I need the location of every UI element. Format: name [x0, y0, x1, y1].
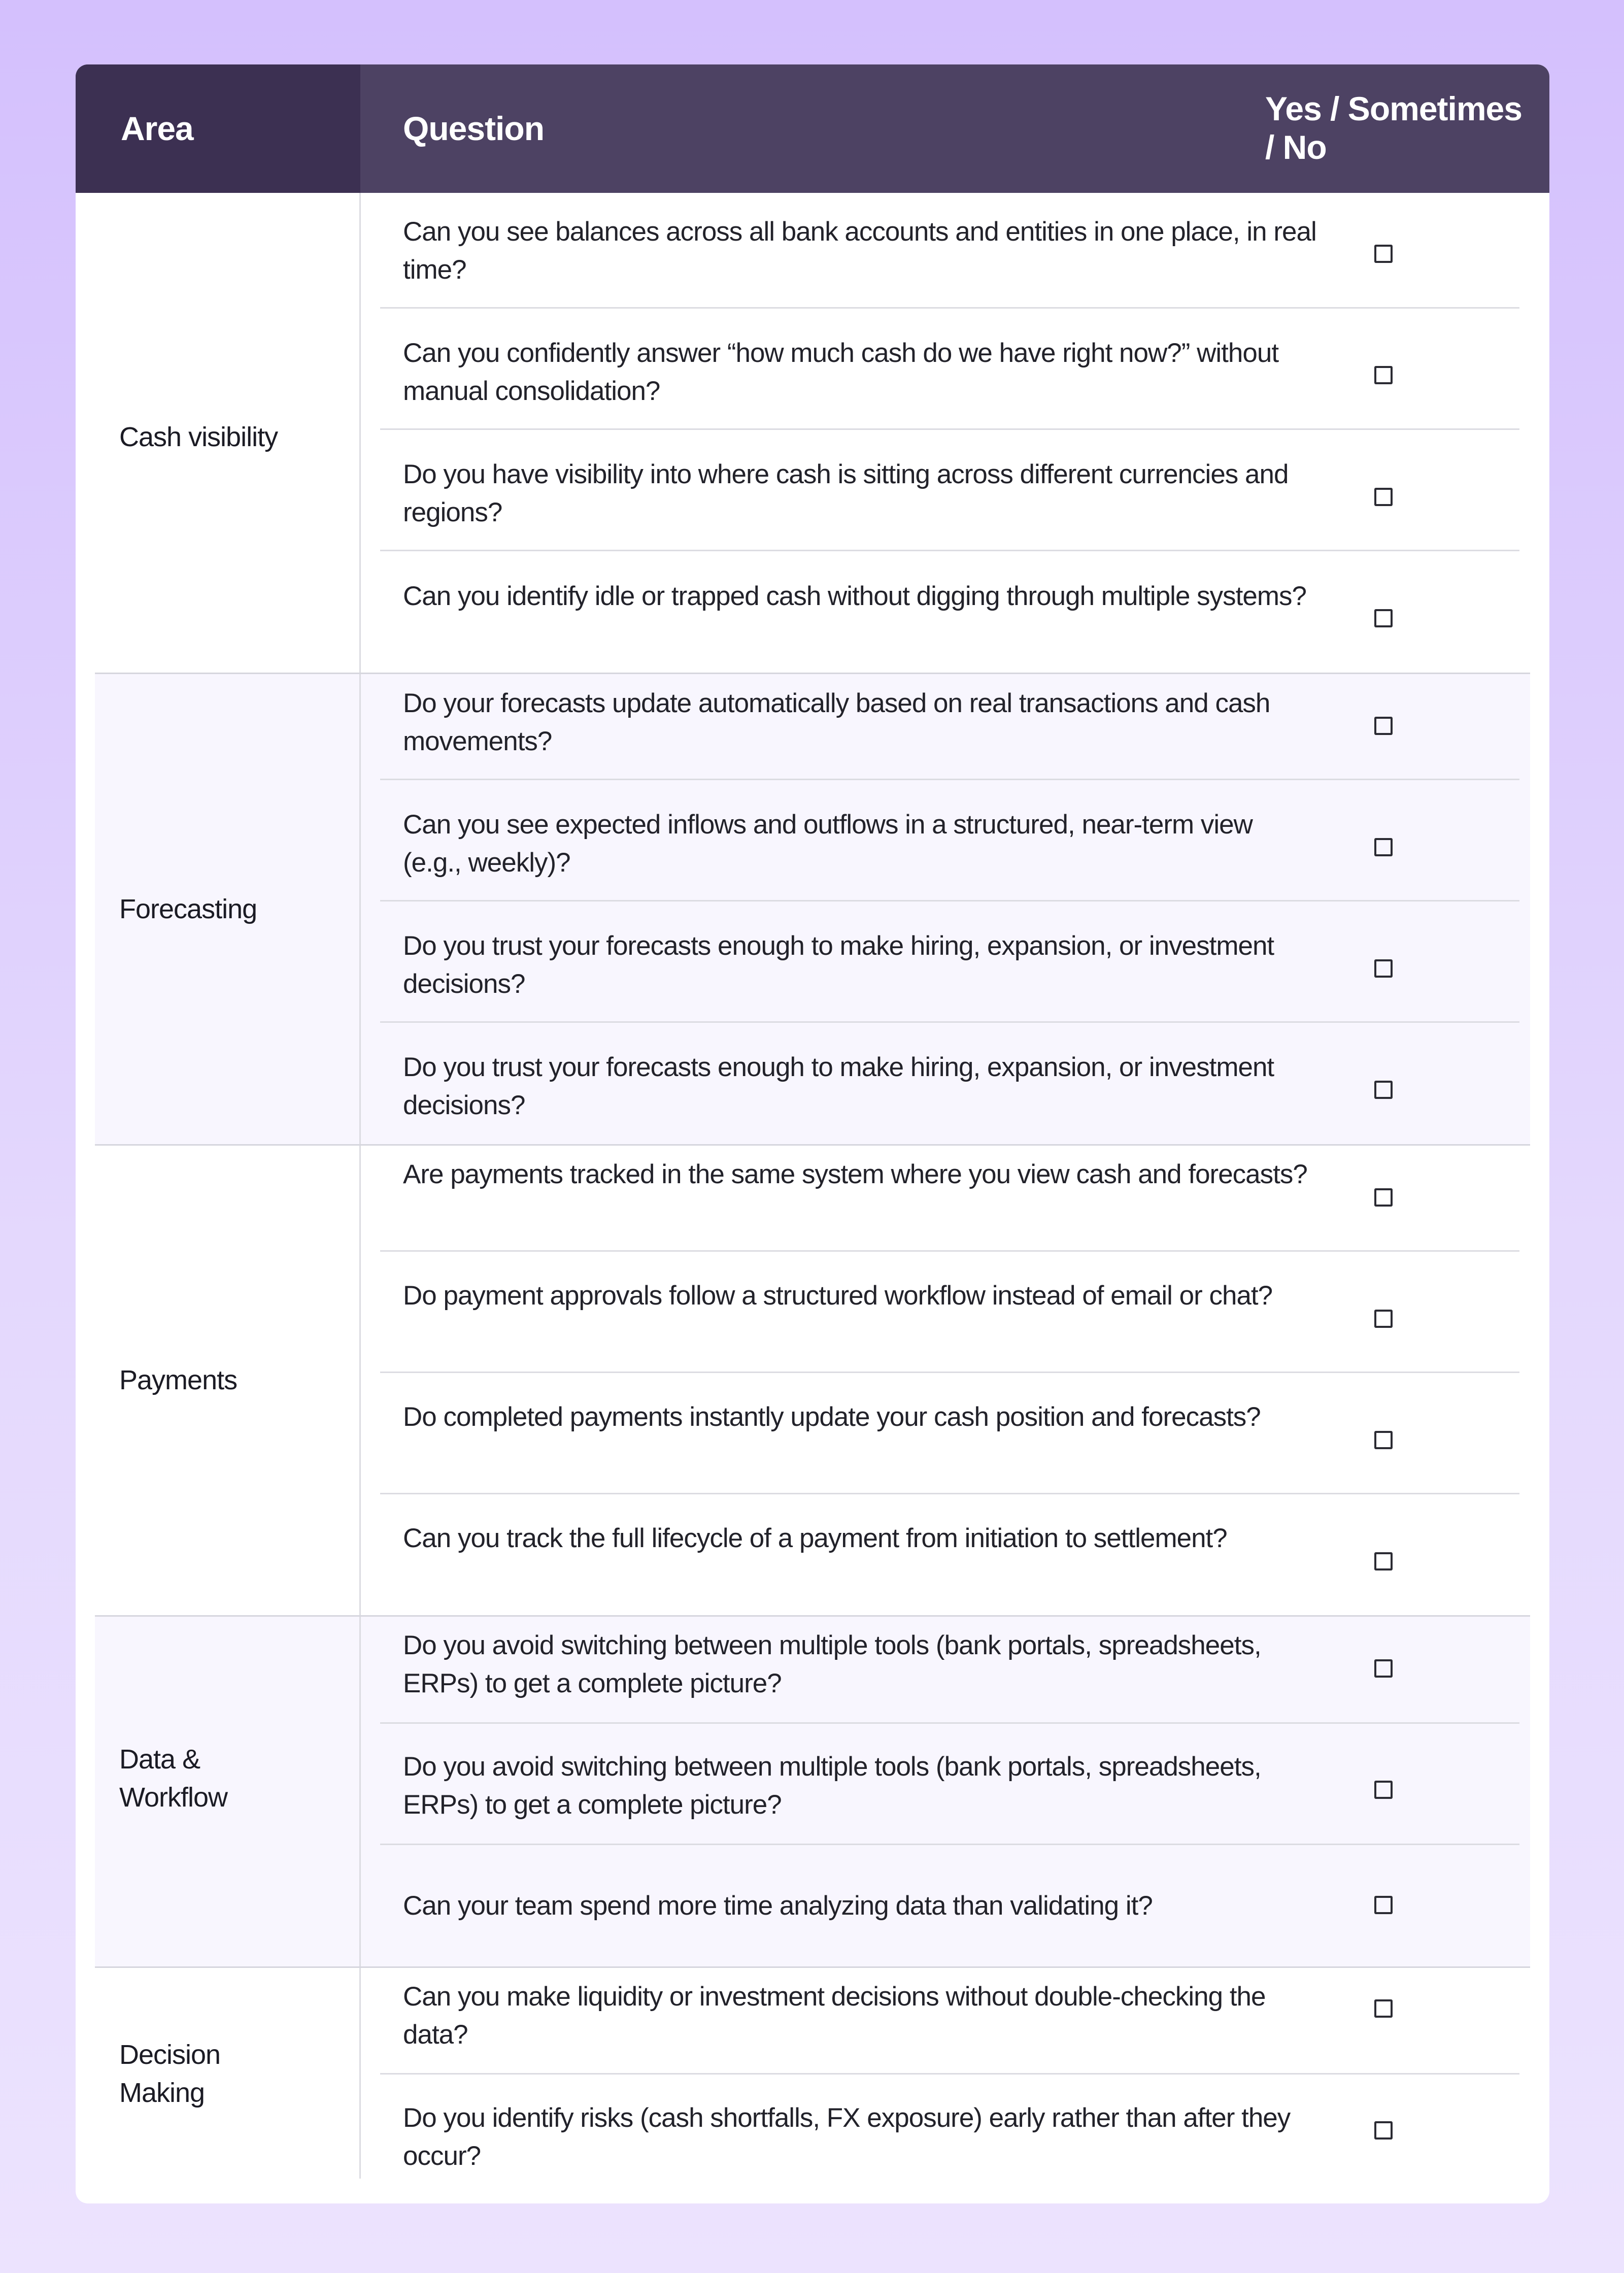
row-divider	[380, 307, 1519, 309]
row-divider	[380, 1021, 1519, 1023]
question-text: Do you trust your forecasts enough to make hiring, expansion, or investment decisions?	[403, 931, 1274, 999]
question-text: Do you identify risks (cash shortfalls, FX exposure) early rather than after they occur?	[403, 2103, 1291, 2171]
answer-column-header: Yes / Sometimes / No	[1265, 90, 1522, 166]
row-divider	[380, 1493, 1519, 1494]
question-text: Do completed payments instantly update your cash position and forecasts?	[403, 1402, 1261, 1432]
area-label-cash-visibility: Cash visibility	[119, 422, 278, 452]
answer-checkbox[interactable]	[1374, 1552, 1393, 1570]
question-text: Can your team spend more time analyzing data than validating it?	[403, 1891, 1153, 1921]
answer-checkbox[interactable]	[1374, 959, 1393, 978]
answer-checkbox[interactable]	[1374, 1659, 1393, 1678]
answer-checkbox[interactable]	[1374, 1081, 1393, 1099]
row-divider	[380, 779, 1519, 780]
row-divider	[380, 2073, 1519, 2075]
answer-checkbox[interactable]	[1374, 2121, 1393, 2140]
question-text: Can you see balances across all bank accounts and entities in one place, in real time?	[403, 217, 1316, 285]
area-label-decision-making: Decision Making	[119, 2040, 221, 2108]
answer-checkbox[interactable]	[1374, 1999, 1393, 2018]
question-text: Can you make liquidity or investment decisions without double-checking the data?	[403, 1982, 1266, 2050]
question-text: Can you track the full lifecycle of a payment from initiation to settlement?	[403, 1523, 1227, 1553]
answer-checkbox[interactable]	[1374, 366, 1393, 384]
group-divider	[95, 1966, 1530, 1968]
row-divider	[380, 1722, 1519, 1724]
answer-checkbox[interactable]	[1374, 488, 1393, 506]
question-text: Are payments tracked in the same system where you view cash and forecasts?	[403, 1159, 1307, 1189]
area-label-payments: Payments	[119, 1365, 238, 1395]
answer-checkbox[interactable]	[1374, 838, 1393, 856]
question-text: Do you trust your forecasts enough to make hiring, expansion, or investment decisions?	[403, 1052, 1274, 1120]
row-divider	[380, 1372, 1519, 1373]
group-divider	[95, 1615, 1530, 1617]
question-column-header: Question	[403, 110, 545, 147]
question-text: Do you have visibility into where cash is sitting across different currencies and regions?	[403, 459, 1289, 527]
area-label-forecasting: Forecasting	[119, 894, 257, 924]
answer-checkbox[interactable]	[1374, 1431, 1393, 1449]
question-text: Can you see expected inflows and outflows in a structured, near-term view (e.g., weekly)?	[403, 810, 1253, 878]
question-text: Do your forecasts update automatically based on real transactions and cash movements?	[403, 688, 1270, 756]
row-divider	[380, 1844, 1519, 1845]
answer-checkbox[interactable]	[1374, 717, 1393, 735]
answer-checkbox[interactable]	[1374, 1896, 1393, 1914]
area-label-data-workflow: Data & Workflow	[119, 1744, 228, 1813]
table-header	[76, 64, 1549, 193]
row-divider	[380, 550, 1519, 551]
row-divider	[380, 1250, 1519, 1252]
answer-checkbox[interactable]	[1374, 1781, 1393, 1799]
column-divider	[359, 193, 361, 2179]
question-text: Do you avoid switching between multiple tools (bank portals, spreadsheets, ERPs) to get a complete picture?	[403, 1630, 1261, 1698]
question-text: Do payment approvals follow a structured workflow instead of email or chat?	[403, 1281, 1273, 1311]
answer-checkbox[interactable]	[1374, 1310, 1393, 1328]
question-text: Can you confidently answer “how much cash do we have right now?” without manual consolidation?	[403, 338, 1279, 406]
answer-checkbox[interactable]	[1374, 1188, 1393, 1207]
row-divider	[380, 900, 1519, 901]
area-header-cell	[76, 64, 360, 193]
area-column-header: Area	[121, 110, 193, 147]
answer-checkbox[interactable]	[1374, 609, 1393, 627]
assessment-table	[76, 64, 1549, 2203]
question-text: Can you identify idle or trapped cash without digging through multiple systems?	[403, 581, 1306, 611]
answer-checkbox[interactable]	[1374, 245, 1393, 263]
group-divider	[95, 1144, 1530, 1146]
row-divider	[380, 428, 1519, 430]
group-divider	[95, 673, 1530, 674]
question-text: Do you avoid switching between multiple tools (bank portals, spreadsheets, ERPs) to get a complete picture?	[403, 1752, 1261, 1820]
